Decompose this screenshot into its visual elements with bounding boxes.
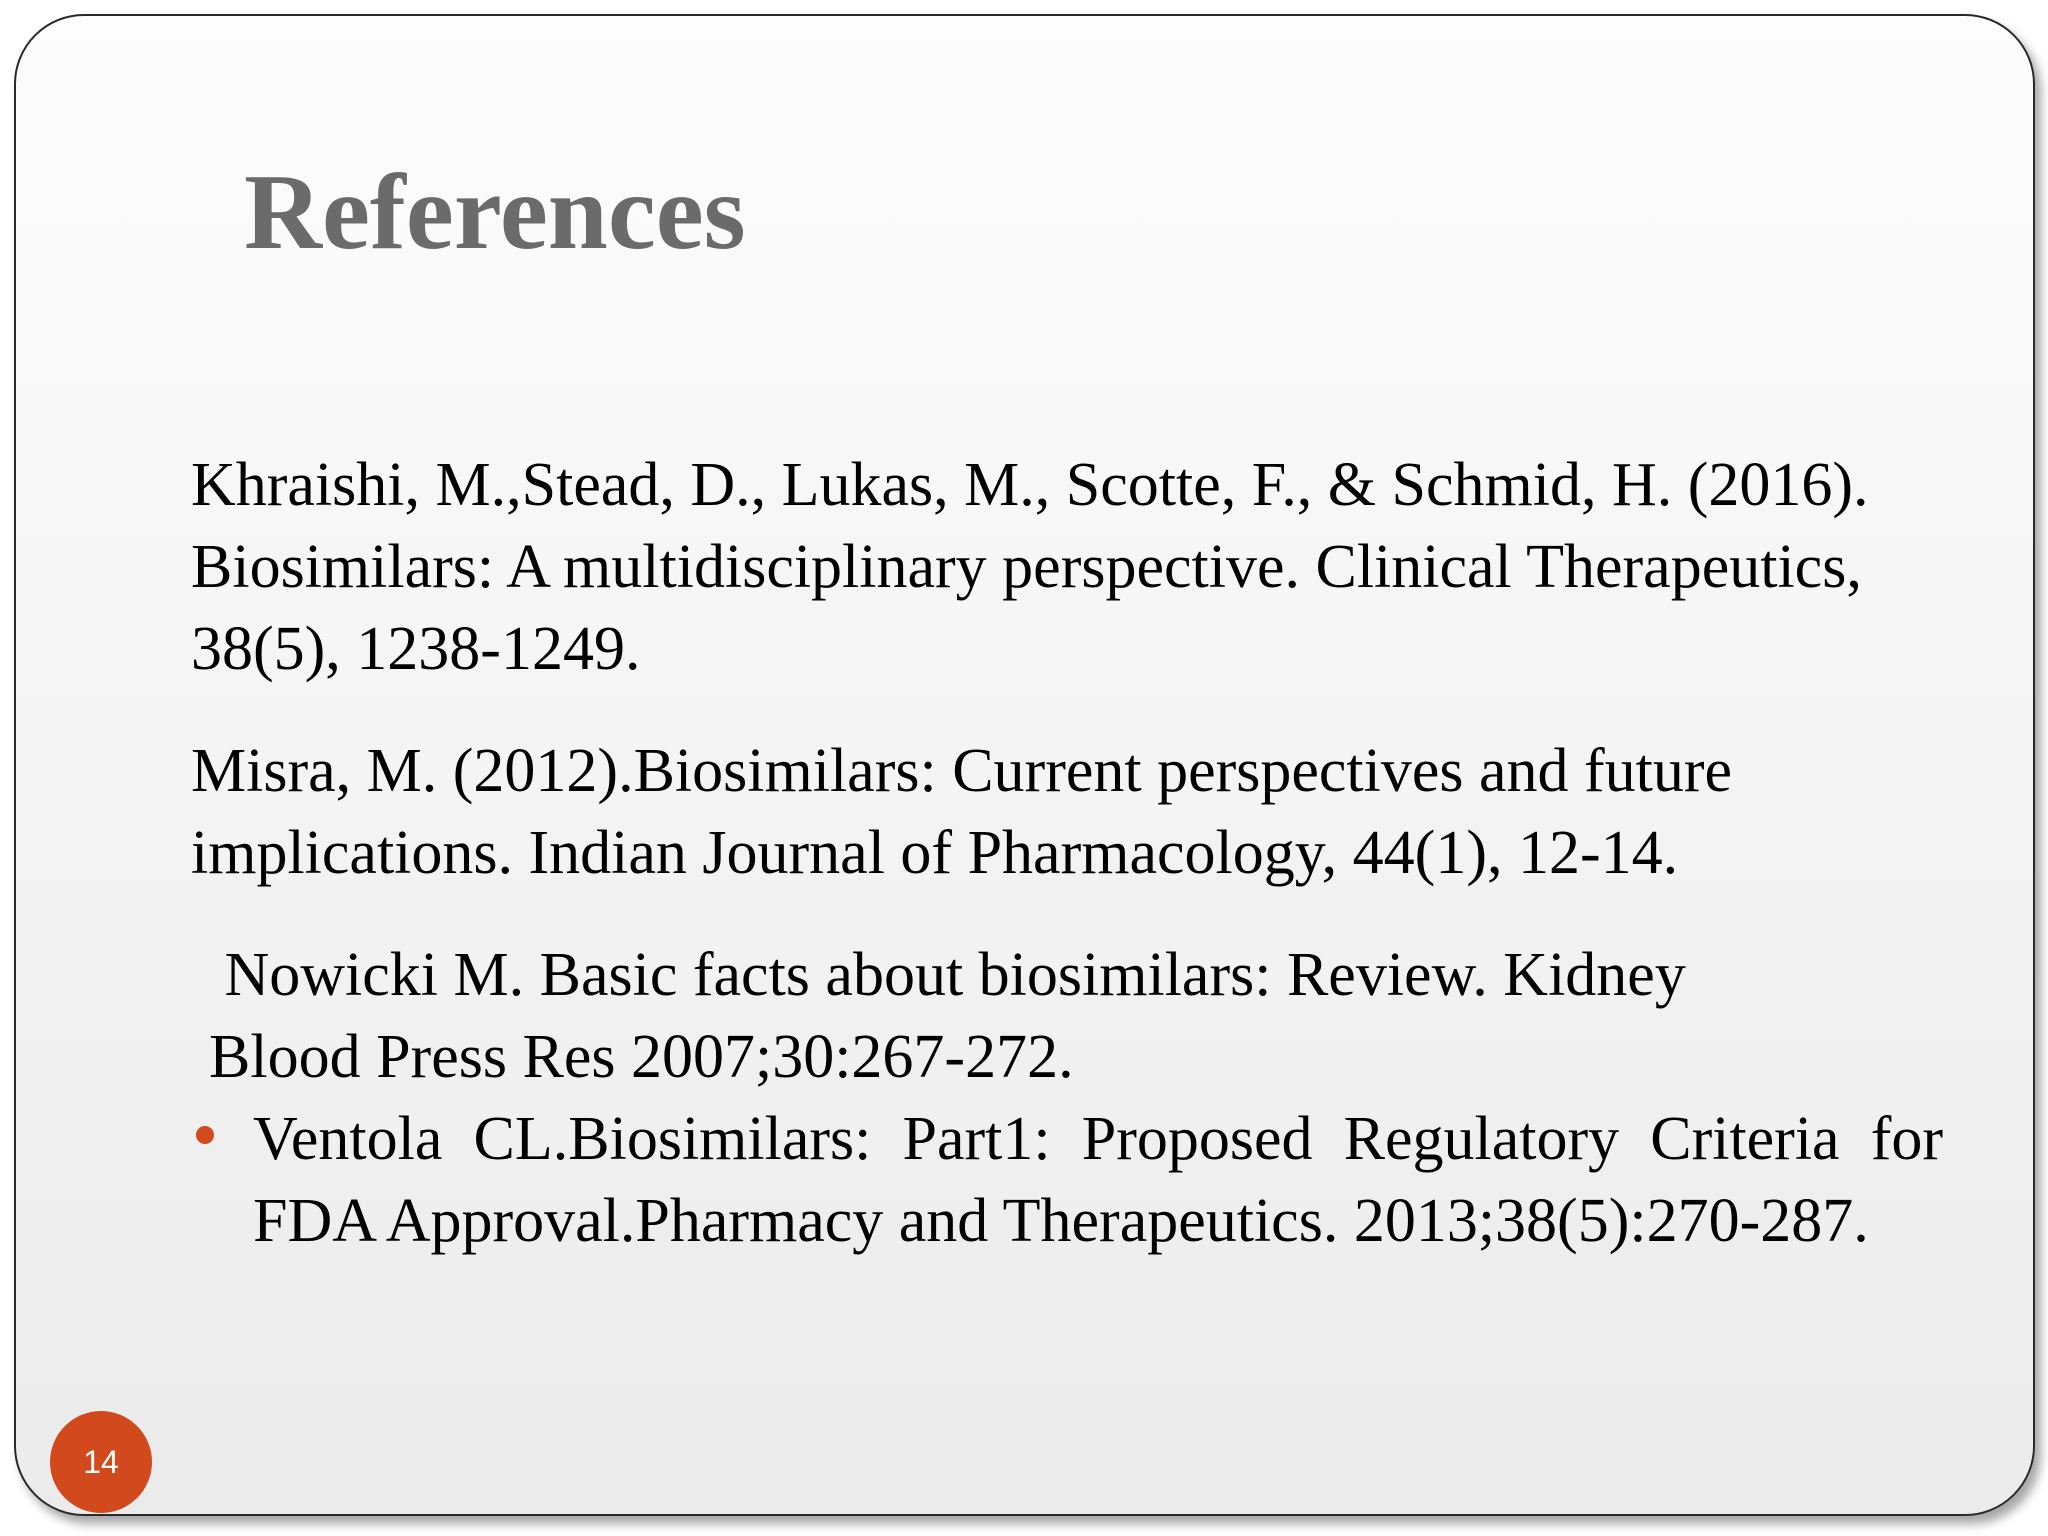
reference-line: Blood Press Res 2007;30:267-272.: [209, 1023, 1074, 1091]
bullet-icon: [196, 1126, 214, 1144]
reference-text: Ventola CL.Biosimilars: Part1: Proposed Regulatory Criteria for FDA Approval.Pharmacy and Therapeutics. 2013;38(5):270-287.: [253, 1105, 1943, 1255]
reference-item-bulleted: [191, 1098, 1943, 1262]
page-number-badge: [50, 1411, 152, 1513]
page-number: 14: [83, 1443, 119, 1480]
reference-item: Khraishi, M.,Stead, D., Lukas, M., Scotte, F., & Schmid, H. (2016). Biosimilars: A multidisciplinary perspective. Clinical Therapeutics, 38(5), 1238-1249.: [191, 451, 1869, 683]
reference-line: Nowicki M. Basic facts about biosimilars: Review. Kidney: [209, 941, 1686, 1009]
reference-item: [191, 934, 1951, 1098]
slide-frame: [14, 14, 2035, 1516]
references-list: [191, 444, 1951, 1262]
slide-title: References: [244, 153, 746, 272]
reference-item: Misra, M. (2012).Biosimilars: Current perspectives and future implications. Indian Journal of Pharmacology, 44(1), 12-14.: [191, 737, 1733, 887]
